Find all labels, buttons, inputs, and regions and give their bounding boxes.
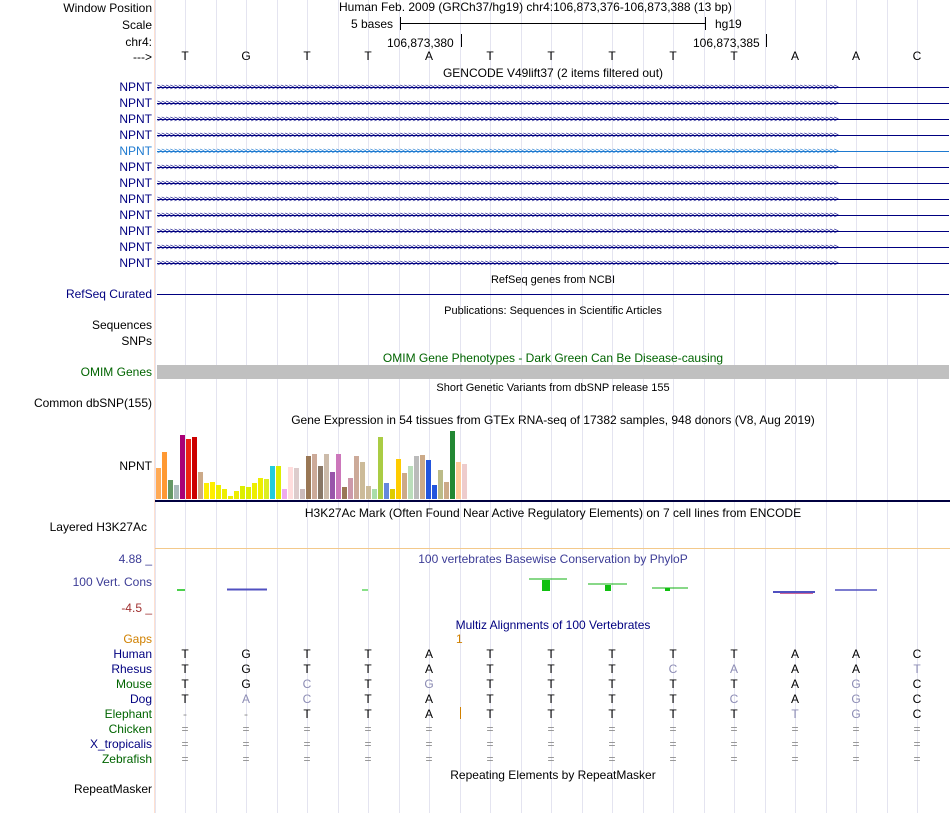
strand-chevrons: >>>>>>>>>>>>>>>>>>>>>>>>>>>>>>>>>>>>>>>>>>>>>>>>>>>>>>>>>>>>>>>>>>>>>>>>>>>>>>>>>>>>>>>>>>>>>>>>>>>>>>>>>>>>>>>>>>>>>>>>>>>>>>>>>>>>>>>>>>>>>>>>>>>>>>>>>>>>>>>> [157, 242, 838, 252]
gtex-tissue-bar[interactable] [282, 489, 287, 499]
aligned-base: = [913, 722, 921, 736]
species-label: Chicken [108, 722, 152, 736]
aligned-base: A [851, 647, 860, 661]
pubs-snps-label[interactable]: SNPs [121, 334, 152, 348]
aligned-base: T [364, 707, 372, 721]
omim-label[interactable]: OMIM Genes [80, 365, 152, 379]
strand-chevrons: >>>>>>>>>>>>>>>>>>>>>>>>>>>>>>>>>>>>>>>>>>>>>>>>>>>>>>>>>>>>>>>>>>>>>>>>>>>>>>>>>>>>>>>>>>>>>>>>>>>>>>>>>>>>>>>>>>>>>>>>>>>>>>>>>>>>>>>>>>>>>>>>>>>>>>>>>>>>>>>> [157, 210, 838, 220]
gtex-tissue-bar[interactable] [234, 491, 239, 499]
gtex-tissue-bar[interactable] [252, 483, 257, 499]
gencode-transcript-label[interactable]: NPNT [119, 192, 152, 206]
coord-right-tick [766, 34, 767, 47]
aligned-base: = [547, 722, 555, 736]
gtex-tissue-bar[interactable] [222, 489, 227, 499]
scale-bar-text: 5 bases [351, 17, 394, 31]
aligned-base: = [303, 752, 311, 766]
aligned-base: A [790, 662, 799, 676]
gtex-tissue-bar[interactable] [216, 485, 221, 499]
gtex-tissue-bar[interactable] [342, 487, 347, 499]
scale-bar [400, 23, 706, 24]
cons-min: -4.5 _ [121, 601, 152, 615]
aligned-base: T [547, 707, 555, 721]
gtex-tissue-bar[interactable] [186, 439, 191, 499]
gencode-transcript-label[interactable]: NPNT [119, 160, 152, 174]
gap-count: 1 [456, 632, 463, 646]
gtex-tissue-bar[interactable] [378, 437, 383, 499]
scale-db: hg19 [715, 17, 742, 31]
gtex-tissue-bar[interactable] [366, 486, 371, 499]
base-letter: T [486, 49, 494, 63]
aligned-base: T [547, 677, 555, 691]
h3k27ac-title[interactable]: H3K27Ac Mark (Often Found Near Active Regulatory Elements) on 7 cell lines from ENCODE [304, 506, 802, 520]
strand-chevrons: >>>>>>>>>>>>>>>>>>>>>>>>>>>>>>>>>>>>>>>>>>>>>>>>>>>>>>>>>>>>>>>>>>>>>>>>>>>>>>>>>>>>>>>>>>>>>>>>>>>>>>>>>>>>>>>>>>>>>>>>>>>>>>>>>>>>>>>>>>>>>>>>>>>>>>>>>>>>>>>> [157, 178, 838, 188]
aligned-base: = [547, 752, 555, 766]
strand-chevrons: >>>>>>>>>>>>>>>>>>>>>>>>>>>>>>>>>>>>>>>>>>>>>>>>>>>>>>>>>>>>>>>>>>>>>>>>>>>>>>>>>>>>>>>>>>>>>>>>>>>>>>>>>>>>>>>>>>>>>>>>>>>>>>>>>>>>>>>>>>>>>>>>>>>>>>>>>>>>>>>> [157, 130, 838, 140]
gtex-tissue-bar[interactable] [324, 454, 329, 499]
gtex-tissue-bar[interactable] [240, 486, 245, 499]
gtex-tissue-bar[interactable] [420, 455, 425, 499]
base-letter: A [851, 49, 860, 63]
aligned-base: T [303, 647, 311, 661]
base-letter: T [547, 49, 555, 63]
gaps-label: Gaps [123, 632, 152, 646]
aligned-base: = [791, 722, 799, 736]
aligned-base: = [791, 752, 799, 766]
species-label: Elephant [104, 707, 152, 721]
aligned-base: T [181, 692, 189, 706]
gencode-transcript-label[interactable]: NPNT [119, 176, 152, 190]
gtex-tissue-bar[interactable] [396, 459, 401, 499]
strand-chevrons: >>>>>>>>>>>>>>>>>>>>>>>>>>>>>>>>>>>>>>>>>>>>>>>>>>>>>>>>>>>>>>>>>>>>>>>>>>>>>>>>>>>>>>>>>>>>>>>>>>>>>>>>>>>>>>>>>>>>>>>>>>>>>>>>>>>>>>>>>>>>>>>>>>>>>>>>>>>>>>>> [157, 146, 838, 156]
aligned-base: = [852, 737, 860, 751]
aligned-base: T [364, 677, 372, 691]
gencode-transcript-label[interactable]: NPNT [119, 128, 152, 142]
strand-chevrons: >>>>>>>>>>>>>>>>>>>>>>>>>>>>>>>>>>>>>>>>>>>>>>>>>>>>>>>>>>>>>>>>>>>>>>>>>>>>>>>>>>>>>>>>>>>>>>>>>>>>>>>>>>>>>>>>>>>>>>>>>>>>>>>>>>>>>>>>>>>>>>>>>>>>>>>>>>>>>>>> [157, 194, 838, 204]
gtex-tissue-bar[interactable] [462, 464, 467, 499]
scale-label: Scale [121, 18, 152, 32]
gtex-tissue-bar[interactable] [264, 479, 269, 499]
aligned-base: A [790, 677, 799, 691]
aligned-base: T [486, 647, 494, 661]
dbsnp-title[interactable]: Short Genetic Variants from dbSNP release 155 [436, 382, 670, 394]
gtex-tissue-bar[interactable] [162, 452, 167, 499]
base-letter: T [608, 49, 616, 63]
gtex-tissue-bar[interactable] [450, 431, 455, 499]
aligned-base: A [851, 662, 860, 676]
scale-bar-tick-left [400, 17, 401, 30]
aligned-base: = [730, 722, 738, 736]
strand-chevrons: >>>>>>>>>>>>>>>>>>>>>>>>>>>>>>>>>>>>>>>>>>>>>>>>>>>>>>>>>>>>>>>>>>>>>>>>>>>>>>>>>>>>>>>>>>>>>>>>>>>>>>>>>>>>>>>>>>>>>>>>>>>>>>>>>>>>>>>>>>>>>>>>>>>>>>>>>>>>>>>> [157, 82, 838, 92]
chrom-label: chr4: [125, 35, 152, 49]
h3k27ac-label[interactable]: Layered H3K27Ac [49, 520, 147, 534]
gtex-baseline [155, 500, 950, 502]
aligned-base: A [790, 647, 799, 661]
gtex-tissue-bar[interactable] [276, 466, 281, 499]
gtex-label[interactable]: NPNT [119, 459, 152, 473]
species-label: Human [113, 647, 152, 661]
aligned-base: T [486, 677, 494, 691]
aligned-base: = [425, 752, 433, 766]
aligned-base: = [730, 737, 738, 751]
aligned-base: = [486, 737, 494, 751]
gtex-tissue-bar[interactable] [306, 456, 311, 499]
aligned-base: T [791, 707, 799, 721]
refseq-title[interactable]: RefSeq genes from NCBI [490, 274, 616, 286]
gtex-tissue-bar[interactable] [330, 472, 335, 499]
aligned-base: = [242, 752, 250, 766]
pubs-title[interactable]: Publications: Sequences in Scientific Articles [444, 305, 662, 317]
aligned-base: T [486, 707, 494, 721]
aligned-base: T [181, 647, 189, 661]
aligned-base: G [241, 662, 251, 676]
aligned-base: T [913, 662, 921, 676]
aligned-base: = [486, 752, 494, 766]
gencode-transcript-label[interactable]: NPNT [119, 80, 152, 94]
aligned-base: = [425, 722, 433, 736]
aligned-base: C [912, 677, 922, 691]
aligned-base: = [852, 752, 860, 766]
aligned-base: T [303, 707, 311, 721]
gtex-tissue-bar[interactable] [372, 489, 377, 499]
cons-max: 4.88 _ [118, 552, 152, 566]
refseq-label[interactable]: RefSeq Curated [65, 287, 152, 301]
gtex-tissue-bar[interactable] [354, 456, 359, 499]
gencode-transcript-label[interactable]: NPNT [119, 240, 152, 254]
gencode-transcript-label[interactable]: NPNT [119, 96, 152, 110]
gtex-tissue-bar[interactable] [204, 483, 209, 499]
aligned-base: A [424, 707, 433, 721]
gtex-tissue-bar[interactable] [294, 468, 299, 499]
base-letter: T [303, 49, 311, 63]
gtex-tissue-bar[interactable] [198, 472, 203, 499]
aligned-base: = [730, 752, 738, 766]
gtex-tissue-bar[interactable] [432, 485, 437, 499]
cons-bar [605, 585, 611, 591]
assembly-position: Human Feb. 2009 (GRCh37/hg19) chr4:106,873,376-106,873,388 (13 bp) [339, 0, 732, 14]
gtex-tissue-bar[interactable] [156, 468, 161, 499]
species-label: Dog [129, 692, 152, 706]
aligned-base: = [181, 722, 189, 736]
aligned-base: T [486, 662, 494, 676]
label-separator [154, 0, 155, 813]
aligned-base: T [547, 662, 555, 676]
omim-feature-bar[interactable] [157, 365, 949, 379]
aligned-base: T [303, 662, 311, 676]
aligned-base: G [424, 677, 434, 691]
aligned-base: C [668, 662, 678, 676]
aligned-base: A [424, 662, 433, 676]
aligned-base: T [669, 647, 677, 661]
base-letter: G [241, 49, 251, 63]
base-letter: T [730, 49, 738, 63]
gtex-tissue-bar[interactable] [246, 487, 251, 499]
aligned-base: = [364, 722, 372, 736]
gap-insertion-mark [460, 707, 461, 719]
base-letter: T [364, 49, 372, 63]
gtex-tissue-bar[interactable] [444, 482, 449, 499]
repeat-label[interactable]: RepeatMasker [73, 782, 152, 796]
cons-title[interactable]: 100 vertebrates Basewise Conservation by PhyloP [418, 552, 688, 566]
aligned-base: = [181, 737, 189, 751]
aligned-base: = [913, 752, 921, 766]
gtex-tissue-bar[interactable] [258, 478, 263, 499]
base-letter: T [181, 49, 189, 63]
aligned-base: = [242, 722, 250, 736]
cons-label[interactable]: 100 Vert. Cons [72, 575, 152, 589]
gtex-tissue-bar[interactable] [402, 473, 407, 499]
aligned-base: = [181, 752, 189, 766]
aligned-base: G [241, 677, 251, 691]
aligned-base: = [608, 737, 616, 751]
aligned-base: = [547, 737, 555, 751]
aligned-base: = [852, 722, 860, 736]
aligned-base: T [730, 677, 738, 691]
aligned-base: = [608, 752, 616, 766]
aligned-base: T [669, 677, 677, 691]
species-label: Mouse [115, 677, 152, 691]
aligned-base: = [364, 752, 372, 766]
aligned-base: C [302, 677, 312, 691]
gtex-tissue-bar[interactable] [390, 489, 395, 499]
aligned-base: = [364, 737, 372, 751]
gencode-transcript-label[interactable]: NPNT [119, 208, 152, 222]
omim-title[interactable]: OMIM Gene Phenotypes - Dark Green Can Be Disease-causing [382, 351, 724, 365]
aligned-base: = [486, 722, 494, 736]
strand-chevrons: >>>>>>>>>>>>>>>>>>>>>>>>>>>>>>>>>>>>>>>>>>>>>>>>>>>>>>>>>>>>>>>>>>>>>>>>>>>>>>>>>>>>>>>>>>>>>>>>>>>>>>>>>>>>>>>>>>>>>>>>>>>>>>>>>>>>>>>>>>>>>>>>>>>>>>>>>>>>>>>> [157, 114, 838, 124]
aligned-base: T [608, 707, 616, 721]
base-letter: C [912, 49, 922, 63]
aligned-base: - [183, 707, 187, 721]
pubs-sequences-label[interactable]: Sequences [91, 318, 152, 332]
strand-arrow-label[interactable]: ---> [133, 50, 152, 64]
aligned-base: G [851, 707, 861, 721]
gtex-tissue-bar[interactable] [456, 462, 461, 499]
aligned-base: = [242, 737, 250, 751]
aligned-base: = [303, 722, 311, 736]
aligned-base: = [669, 752, 677, 766]
aligned-base: T [669, 692, 677, 706]
gtex-tissue-bar[interactable] [168, 480, 173, 499]
gtex-tissue-bar[interactable] [210, 482, 215, 499]
gtex-tissue-bar[interactable] [336, 454, 341, 499]
gencode-transcript-label[interactable]: NPNT [119, 256, 152, 270]
gtex-title[interactable]: Gene Expression in 54 tissues from GTEx RNA-seq of 17382 samples, 948 donors (V8, Aug 2019) [291, 413, 815, 427]
strand-chevrons: >>>>>>>>>>>>>>>>>>>>>>>>>>>>>>>>>>>>>>>>>>>>>>>>>>>>>>>>>>>>>>>>>>>>>>>>>>>>>>>>>>>>>>>>>>>>>>>>>>>>>>>>>>>>>>>>>>>>>>>>>>>>>>>>>>>>>>>>>>>>>>>>>>>>>>>>>>>>>>>> [157, 98, 838, 108]
aligned-base: C [302, 692, 312, 706]
species-label: X_tropicalis [89, 737, 152, 751]
aligned-base: T [364, 662, 372, 676]
aligned-base: G [851, 677, 861, 691]
aligned-base: T [608, 662, 616, 676]
aligned-base: = [669, 737, 677, 751]
scale-bar-tick-right [705, 17, 706, 30]
strand-chevrons: >>>>>>>>>>>>>>>>>>>>>>>>>>>>>>>>>>>>>>>>>>>>>>>>>>>>>>>>>>>>>>>>>>>>>>>>>>>>>>>>>>>>>>>>>>>>>>>>>>>>>>>>>>>>>>>>>>>>>>>>>>>>>>>>>>>>>>>>>>>>>>>>>>>>>>>>>>>>>>>> [157, 162, 838, 172]
aligned-base: A [424, 647, 433, 661]
aligned-base: C [912, 707, 922, 721]
base-letter: A [424, 49, 433, 63]
aligned-base: C [912, 692, 922, 706]
cons-bar [542, 580, 550, 591]
aligned-base: = [303, 737, 311, 751]
gtex-tissue-bar[interactable] [312, 454, 317, 499]
multiz-title[interactable]: Multiz Alignments of 100 Vertebrates [455, 618, 651, 632]
refseq-gene-line[interactable] [157, 294, 949, 295]
gencode-title[interactable]: GENCODE V49lift37 (2 items filtered out) [442, 66, 664, 80]
strand-chevrons: >>>>>>>>>>>>>>>>>>>>>>>>>>>>>>>>>>>>>>>>>>>>>>>>>>>>>>>>>>>>>>>>>>>>>>>>>>>>>>>>>>>>>>>>>>>>>>>>>>>>>>>>>>>>>>>>>>>>>>>>>>>>>>>>>>>>>>>>>>>>>>>>>>>>>>>>>>>>>>>> [157, 226, 838, 236]
aligned-base: T [608, 692, 616, 706]
window-position-label: Window Position [63, 1, 152, 15]
base-letter: T [669, 49, 677, 63]
gtex-tissue-bar[interactable] [288, 467, 293, 499]
cons-plot[interactable] [155, 570, 950, 600]
dbsnp-label[interactable]: Common dbSNP(155) [33, 396, 152, 410]
coord-right: 106,873,385 [693, 36, 760, 50]
aligned-base: T [364, 647, 372, 661]
repeat-title[interactable]: Repeating Elements by RepeatMasker [450, 768, 656, 782]
gtex-tissue-bar[interactable] [192, 437, 197, 499]
gtex-tissue-bar[interactable] [270, 466, 275, 499]
aligned-base: T [669, 707, 677, 721]
gtex-tissue-bar[interactable] [228, 496, 233, 499]
gtex-tissue-bar[interactable] [174, 485, 179, 499]
aligned-base: T [730, 647, 738, 661]
aligned-base: A [790, 692, 799, 706]
aligned-base: T [486, 692, 494, 706]
species-label: Rhesus [111, 662, 152, 676]
gencode-transcript-label[interactable]: NPNT [119, 112, 152, 126]
aligned-base: T [547, 647, 555, 661]
aligned-base: = [608, 722, 616, 736]
gtex-tissue-bar[interactable] [348, 478, 353, 499]
gencode-transcript-label[interactable]: NPNT [119, 224, 152, 238]
aligned-base: = [669, 722, 677, 736]
aligned-base: G [851, 692, 861, 706]
aligned-base: T [181, 677, 189, 691]
aligned-base: - [244, 707, 248, 721]
aligned-base: T [364, 692, 372, 706]
gtex-tissue-bar[interactable] [300, 489, 305, 499]
h3k27ac-baseline [155, 548, 950, 549]
coord-left: 106,873,380 [387, 36, 454, 50]
base-letter: A [790, 49, 799, 63]
gtex-tissue-bar[interactable] [426, 460, 431, 499]
gtex-tissue-bar[interactable] [384, 483, 389, 499]
aligned-base: A [729, 662, 738, 676]
gencode-transcript-label[interactable]: NPNT [119, 144, 152, 158]
species-label: Zebrafish [101, 752, 152, 766]
aligned-base: T [730, 707, 738, 721]
aligned-base: T [547, 692, 555, 706]
aligned-base: C [912, 647, 922, 661]
gtex-tissue-bar[interactable] [408, 466, 413, 499]
gtex-tissue-bar[interactable] [318, 466, 323, 499]
aligned-base: = [913, 737, 921, 751]
aligned-base: T [181, 662, 189, 676]
aligned-base: A [424, 692, 433, 706]
grid-line [155, 0, 156, 813]
aligned-base: T [608, 677, 616, 691]
coord-left-tick [461, 34, 462, 47]
gtex-tissue-bar[interactable] [180, 435, 185, 499]
aligned-base: T [608, 647, 616, 661]
cons-bar [665, 588, 670, 591]
strand-chevrons: >>>>>>>>>>>>>>>>>>>>>>>>>>>>>>>>>>>>>>>>>>>>>>>>>>>>>>>>>>>>>>>>>>>>>>>>>>>>>>>>>>>>>>>>>>>>>>>>>>>>>>>>>>>>>>>>>>>>>>>>>>>>>>>>>>>>>>>>>>>>>>>>>>>>>>>>>>>>>>>> [157, 258, 838, 268]
gtex-tissue-bar[interactable] [414, 456, 419, 499]
aligned-base: C [729, 692, 739, 706]
aligned-base: A [241, 692, 250, 706]
gtex-tissue-bar[interactable] [438, 470, 443, 499]
aligned-base: G [241, 647, 251, 661]
aligned-base: = [791, 737, 799, 751]
aligned-base: = [425, 737, 433, 751]
gtex-tissue-bar[interactable] [360, 462, 365, 499]
